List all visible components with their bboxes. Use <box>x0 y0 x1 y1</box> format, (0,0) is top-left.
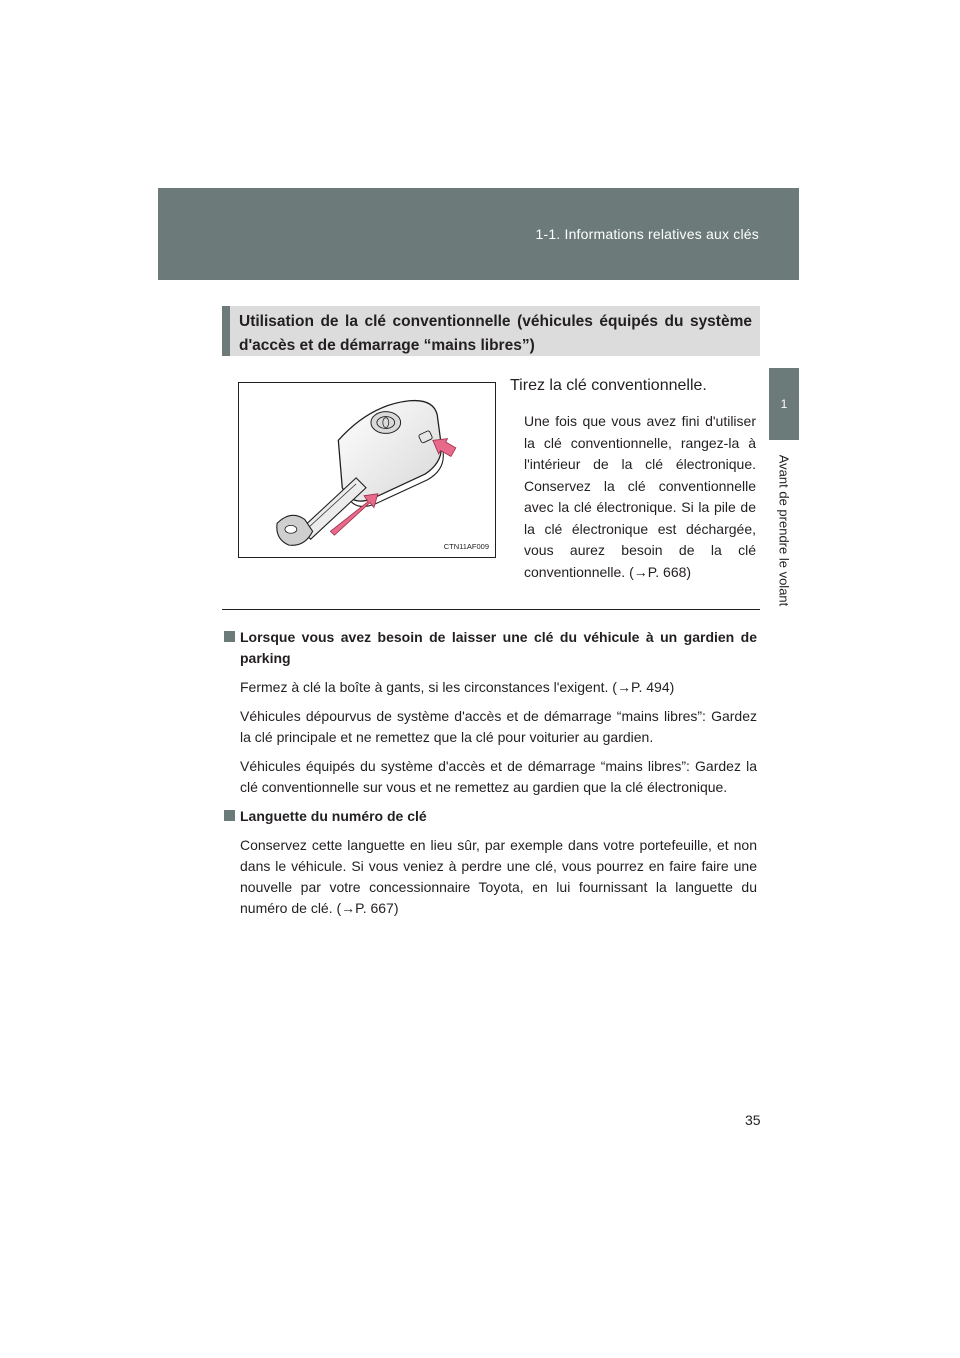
note-paragraph: Conservez cette languette en lieu sûr, par exemple dans votre portefeuille, et non dans le véhicule. Si vous veniez à perdre une clé, vous pourrez en faire faire une nouvelle par votre concessionnaire Toyota, en lui fournissant la languette du numéro de clé. (→P. 667) <box>240 837 757 916</box>
mechanical-key-icon <box>277 478 366 545</box>
section-divider <box>222 609 760 610</box>
square-bullet-icon <box>224 631 235 642</box>
note-paragraph: Véhicules dépourvus de système d'accès et de démarrage “mains libres”: Gardez la clé principale et ne remettez que la clé pour voiturier au gardien. <box>240 708 757 745</box>
instruction-note: Une fois que vous avez fini d'utiliser la clé conventionnelle, rangez-la à l'intérieur de la clé électronique. Conservez la clé conventionnelle avec la clé électronique. Si la pile de la clé électronique est déchargée, vous aurez besoin de la clé conventionnelle. (→P. 668) <box>524 413 756 580</box>
section-heading: 1-1. Informations relatives aux clés <box>535 226 759 242</box>
page-number: 35 <box>745 1112 761 1128</box>
chapter-header <box>158 188 799 280</box>
instruction-step: Tirez la clé conventionnelle. <box>510 377 707 394</box>
note-paragraph: Fermez à clé la boîte à gants, si les circonstances l'exigent. (→P. 494) <box>240 679 675 695</box>
chapter-tab-label <box>769 440 799 620</box>
chapter-tab-number: 1 <box>769 368 799 440</box>
note-title-text: Languette du numéro de clé <box>240 808 427 824</box>
electronic-key-drawing <box>239 383 495 557</box>
note-title-text: Lorsque vous avez besoin de laisser une clé du véhicule à un gardien de parking <box>240 629 757 666</box>
note-block <box>222 627 757 798</box>
note-paragraph: Véhicules équipés du système d'accès et de démarrage “mains libres”: Gardez la clé conventionnelle sur vous et ne remettez au gardien que la clé électronique. <box>240 758 757 795</box>
key-illustration <box>238 382 496 558</box>
section-title: Utilisation de la clé conventionnelle (véhicules équipés du système d'accès et de démarrage “mains libres”) <box>222 306 760 356</box>
note-block <box>222 806 757 919</box>
figure-code: CTN11AF009 <box>443 542 489 551</box>
chapter-tab-label-text: Avant de prendre le volant <box>776 454 792 606</box>
note-title <box>222 627 757 669</box>
notes-section <box>222 627 757 919</box>
note-title <box>222 806 757 827</box>
square-bullet-icon <box>224 810 235 821</box>
